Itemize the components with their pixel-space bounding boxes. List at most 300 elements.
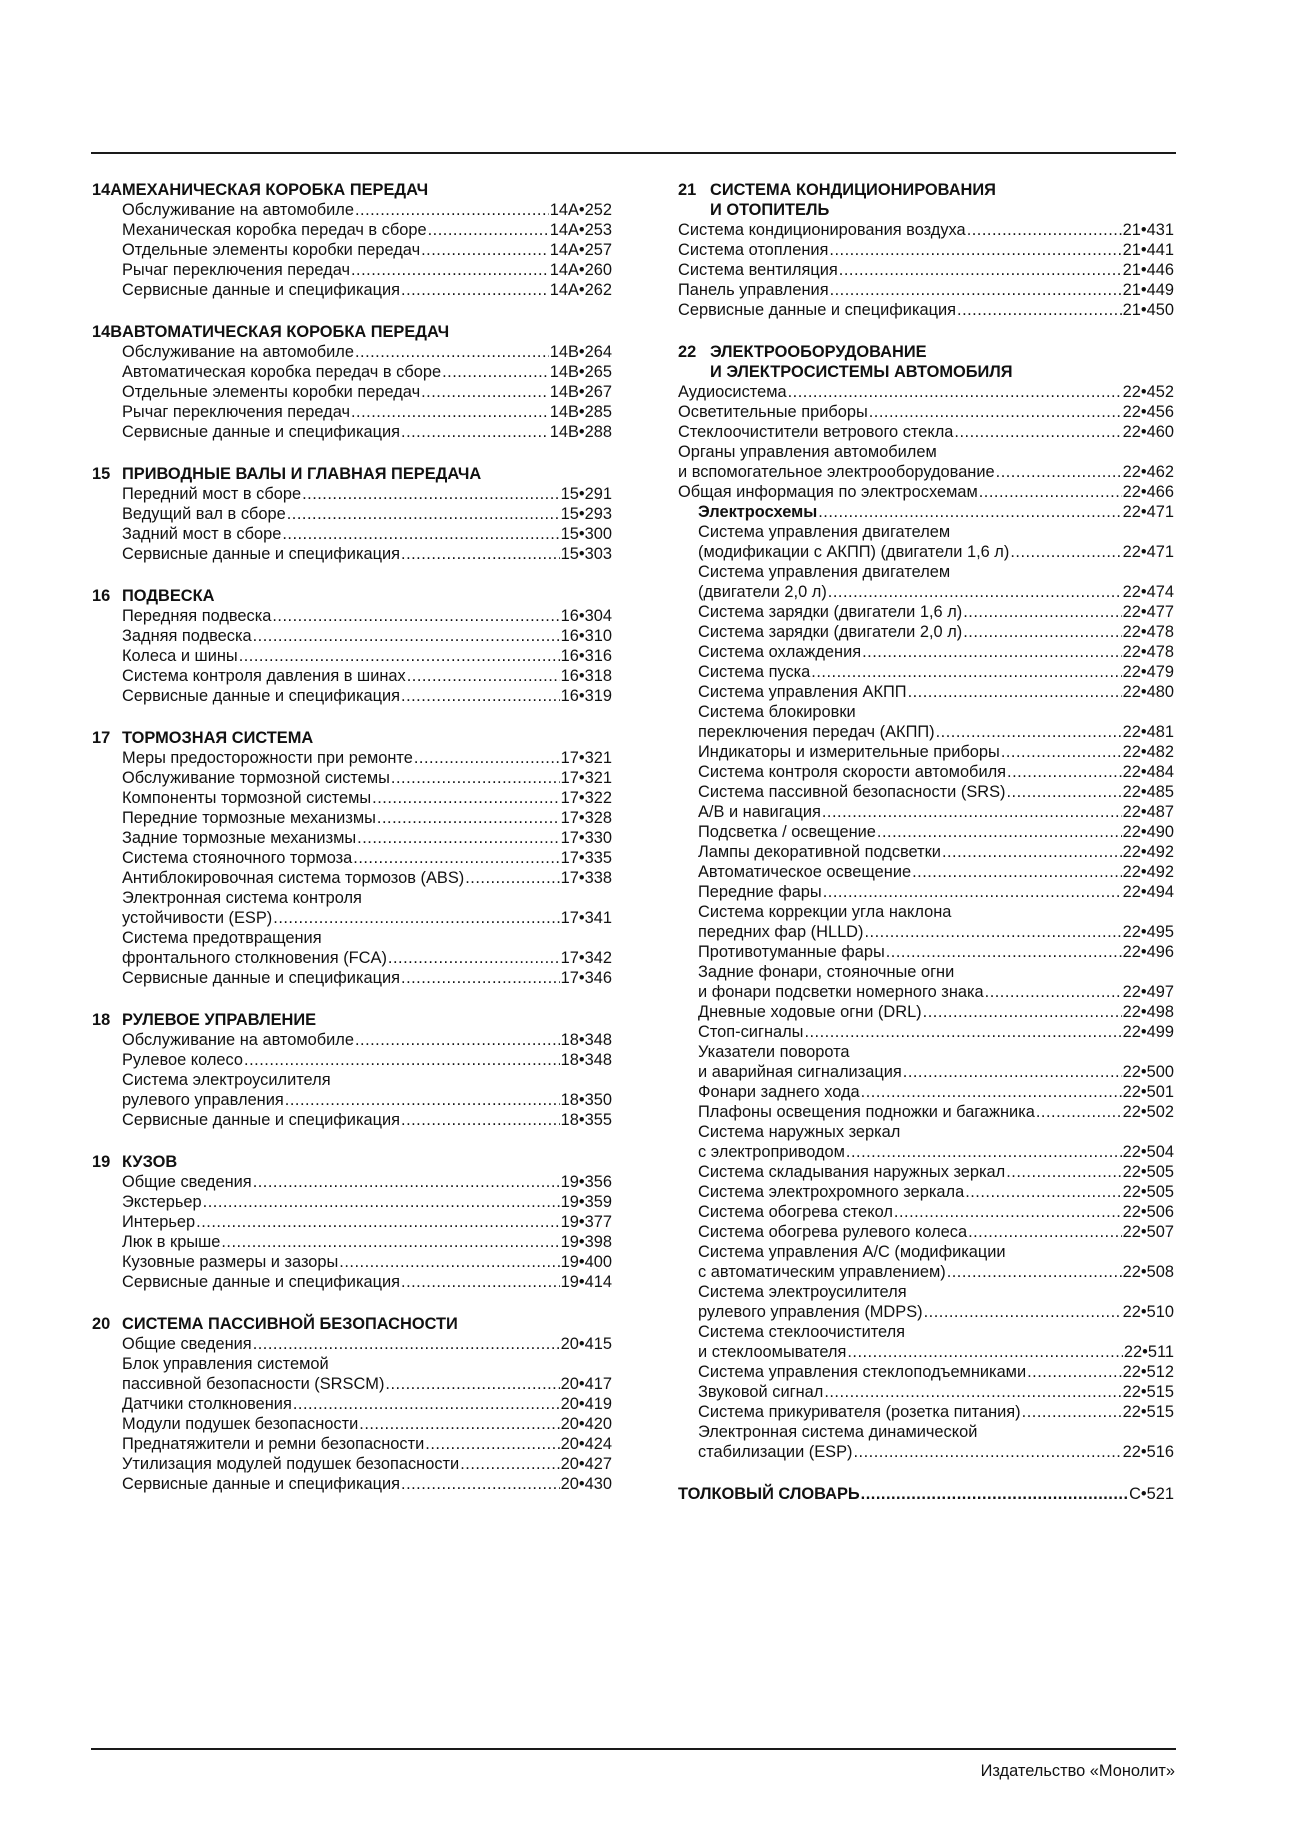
toc-entry-page: 22•501: [1122, 1083, 1174, 1101]
leader-dots: [244, 1050, 560, 1070]
section-title-lines: [122, 586, 214, 606]
section-title-line: МЕХАНИЧЕСКАЯ КОРОБКА ПЕРЕДАЧ: [122, 181, 429, 199]
toc-entry-title: и вспомогательное электрооборудование: [678, 463, 995, 481]
toc-entry-title: Утилизация модулей подушек безопасности: [122, 1455, 460, 1473]
section-entries: [678, 382, 1174, 1462]
toc-entry-page: 22•510: [1122, 1303, 1174, 1321]
toc-entry-page: 18•355: [560, 1111, 612, 1129]
toc-entry-page: 17•322: [560, 789, 612, 807]
toc-entry[interactable]: [122, 1192, 612, 1212]
toc-entry-line: Электронная система контроля: [122, 889, 362, 907]
leader-dots: [302, 484, 560, 504]
section-number: 19: [92, 1153, 111, 1171]
toc-entry-title: Система прикуривателя (розетка питания): [698, 1403, 1021, 1421]
leader-dots: [385, 1374, 559, 1394]
toc-entry-page: 21•431: [1122, 221, 1174, 239]
toc-entry[interactable]: [122, 646, 612, 666]
toc-entry[interactable]: [678, 1162, 1174, 1182]
section-entries: [92, 748, 612, 988]
toc-entry-title: передних фар (HLLD): [698, 923, 864, 941]
toc-entry[interactable]: [678, 1182, 1174, 1202]
toc-entry[interactable]: [678, 982, 1174, 1002]
toc-entry-title: Система складывания наружных зеркал: [698, 1163, 1006, 1181]
toc-entry-line: Система управления двигателем: [698, 523, 951, 541]
toc-entry-page: 22•471: [1122, 543, 1174, 561]
toc-entry-title: Обслуживание тормозной системы: [122, 769, 390, 787]
leader-dots: [908, 682, 1122, 702]
leader-dots: [963, 602, 1121, 622]
toc-entry-page: 14A•253: [549, 221, 612, 239]
toc-entry-page: 19•398: [560, 1233, 612, 1251]
toc-entry-title: Сервисные данные и спецификация: [678, 301, 957, 319]
toc-entry-page: 21•450: [1122, 301, 1174, 319]
toc-entry-page: 22•516: [1122, 1443, 1174, 1461]
glossary-title: ТОЛКОВЫЙ СЛОВАРЬ: [678, 1485, 860, 1503]
toc-entry[interactable]: [122, 240, 612, 260]
toc-entry[interactable]: [678, 1062, 1174, 1082]
section-title-line: КУЗОВ: [122, 1153, 178, 1171]
toc-entry-title: Отдельные элементы коробки передач: [122, 241, 421, 259]
toc-entry-page: 18•348: [560, 1051, 612, 1069]
toc-entry[interactable]: [122, 260, 612, 280]
leader-dots: [861, 1484, 1128, 1504]
toc-entry-title: Общие сведения: [122, 1173, 252, 1191]
toc-entry[interactable]: [122, 1474, 612, 1494]
toc-entry[interactable]: [122, 382, 612, 402]
toc-entry-title: и стеклоомывателя: [698, 1343, 847, 1361]
toc-entry-title: и фонари подсветки номерного знака: [698, 983, 984, 1001]
toc-entry-line: Блок управления системой: [122, 1355, 329, 1373]
toc-entry[interactable]: [122, 422, 612, 442]
toc-entry-title: с электроприводом: [698, 1143, 845, 1161]
toc-entry[interactable]: [678, 1082, 1174, 1102]
toc-entry-line: Система управления двигателем: [698, 563, 951, 581]
toc-entry[interactable]: [678, 842, 1174, 862]
toc-entry-page: 22•478: [1122, 643, 1174, 661]
toc-entry-page: 22•490: [1122, 823, 1174, 841]
toc-entry-title: Сервисные данные и спецификация: [122, 1273, 401, 1291]
toc-entry[interactable]: [678, 1362, 1174, 1382]
toc-entry-page: 15•291: [560, 485, 612, 503]
leader-dots: [273, 908, 559, 928]
toc-entry-title: Отдельные элементы коробки передач: [122, 383, 421, 401]
toc-entry-title: Система контроля скорости автомобиля: [698, 763, 1007, 781]
section-number: 17: [92, 729, 111, 747]
toc-entry[interactable]: [122, 504, 612, 524]
section-title: [92, 1152, 612, 1172]
toc-entry[interactable]: [122, 828, 612, 848]
leader-dots: [203, 1192, 560, 1212]
toc-entry[interactable]: [678, 782, 1174, 802]
toc-entry-title: Общая информация по электросхемам: [678, 483, 978, 501]
toc-right-column: [678, 180, 1174, 1504]
leader-dots: [1006, 1162, 1121, 1182]
toc-entry-title: Интерьер: [122, 1213, 196, 1231]
toc-entry-page: 14B•285: [549, 403, 612, 421]
toc-entry[interactable]: [678, 1342, 1174, 1362]
toc-entry-page: 14B•288: [549, 423, 612, 441]
toc-entry-title: Обслуживание на автомобиле: [122, 201, 354, 219]
toc-entry-title: Передний мост в сборе: [122, 485, 302, 503]
toc-entry[interactable]: [678, 1402, 1174, 1422]
toc-entry[interactable]: [678, 462, 1174, 482]
section-entries: [92, 200, 612, 300]
toc-entry[interactable]: [122, 220, 612, 240]
toc-entry[interactable]: [122, 1414, 612, 1434]
toc-entry-page: 21•449: [1122, 281, 1174, 299]
toc-entry-title: фронтального столкновения (FCA): [122, 949, 387, 967]
toc-entry-page: 22•497: [1122, 983, 1174, 1001]
toc-entry[interactable]: [122, 1272, 612, 1292]
toc-entry[interactable]: [122, 788, 612, 808]
toc-entry-title: (модификации с АКПП) (двигатели 1,6 л): [698, 543, 1010, 561]
leader-dots: [287, 504, 560, 524]
toc-entry-page: 22•485: [1122, 783, 1174, 801]
section-entries: [92, 606, 612, 706]
toc-entry[interactable]: [678, 260, 1174, 280]
toc-entry-title: Стеклоочистители ветрового стекла: [678, 423, 954, 441]
leader-dots: [355, 200, 549, 220]
toc-entry[interactable]: [122, 686, 612, 706]
toc-entry-title: Задний мост в сборе: [122, 525, 282, 543]
toc-entry-title: Система контроля давления в шинах: [122, 667, 406, 685]
toc-entry-page: 17•321: [560, 769, 612, 787]
toc-entry-title: Антиблокировочная система тормозов (ABS): [122, 869, 465, 887]
toc-entry-page: 22•487: [1122, 803, 1174, 821]
toc-entry-line: Система коррекции угла наклона: [698, 903, 952, 921]
section-number: 20: [92, 1315, 111, 1333]
leader-dots: [391, 768, 560, 788]
toc-entry[interactable]: [122, 1232, 612, 1252]
leader-dots: [357, 828, 560, 848]
leader-dots: [822, 802, 1122, 822]
toc-entry-title: Противотуманные фары: [698, 943, 885, 961]
leader-dots: [979, 482, 1122, 502]
leader-dots: [811, 662, 1121, 682]
toc-entry-title: Датчики столкновения: [122, 1395, 292, 1413]
leader-dots: [936, 722, 1122, 742]
toc-entry[interactable]: [122, 606, 612, 626]
toc-entry[interactable]: [122, 1050, 612, 1070]
toc-entry-title: Сервисные данные и спецификация: [122, 969, 401, 987]
toc-entry[interactable]: [678, 822, 1174, 842]
toc-entry[interactable]: [678, 1382, 1174, 1402]
toc-entry-title: Обслуживание на автомобиле: [122, 343, 354, 361]
leader-dots: [965, 1182, 1121, 1202]
toc-entry-page: 21•446: [1122, 261, 1174, 279]
toc-entry[interactable]: [122, 280, 612, 300]
toc-entry[interactable]: [122, 342, 612, 362]
toc-entry-page: 22•460: [1122, 423, 1174, 441]
toc-entry[interactable]: [122, 1394, 612, 1414]
toc-entry-title: пассивной безопасности (SRSCM): [122, 1375, 385, 1393]
toc-entry-title: Система вентиляция: [678, 261, 838, 279]
leader-dots: [903, 1062, 1122, 1082]
toc-entry-page: 22•477: [1122, 603, 1174, 621]
toc-entry[interactable]: [122, 1434, 612, 1454]
toc-entry-page: 22•515: [1122, 1403, 1174, 1421]
toc-entry[interactable]: [678, 1002, 1174, 1022]
section-title: [678, 342, 1174, 382]
leader-dots: [428, 220, 549, 240]
toc-entry-page: 22•505: [1122, 1183, 1174, 1201]
toc-entry-page: 19•359: [560, 1193, 612, 1211]
toc-entry[interactable]: [122, 524, 612, 544]
toc-entry-page: 20•417: [560, 1375, 612, 1393]
toc-entry[interactable]: [678, 922, 1174, 942]
toc-entry[interactable]: [122, 968, 612, 988]
section-number: 15: [92, 465, 111, 483]
toc-entry-page: 20•430: [560, 1475, 612, 1493]
section-title-line: ТОРМОЗНАЯ СИСТЕМА: [122, 729, 314, 747]
toc-entry-title: Передние тормозные механизмы: [122, 809, 376, 827]
toc-entry-page: 19•356: [560, 1173, 612, 1191]
toc-entry-title: Передняя подвеска: [122, 607, 272, 625]
toc-entry-line: Органы управления автомобилем: [678, 443, 937, 461]
toc-entry[interactable]: [122, 808, 612, 828]
leader-dots: [954, 422, 1121, 442]
toc-entry-page: 16•316: [560, 647, 612, 665]
toc-entry[interactable]: [122, 1110, 612, 1130]
leader-dots: [829, 240, 1121, 260]
section-title: [92, 728, 612, 748]
toc-entry[interactable]: [122, 1090, 612, 1110]
toc-entry[interactable]: [122, 1172, 612, 1192]
leader-dots: [824, 1382, 1121, 1402]
bottom-rule: [91, 1748, 1176, 1750]
toc-entry[interactable]: [122, 1212, 612, 1232]
section-title-lines: [122, 728, 313, 748]
toc-entry-title: Рулевое колесо: [122, 1051, 244, 1069]
toc-entry-page: 19•414: [560, 1273, 612, 1291]
toc-entry[interactable]: [678, 862, 1174, 882]
toc-section: [92, 1152, 612, 1292]
leader-dots: [985, 982, 1122, 1002]
toc-entry-page: 22•471: [1122, 503, 1174, 521]
toc-entry[interactable]: [678, 682, 1174, 702]
toc-entry-title: (двигатели 2,0 л): [698, 583, 827, 601]
top-rule: [91, 152, 1176, 154]
toc-entry-title: Автоматическая коробка передач в сборе: [122, 363, 442, 381]
toc-entry-line: Система стеклоочистителя: [698, 1323, 906, 1341]
toc-entry[interactable]: [678, 582, 1174, 602]
section-title-line: И ЭЛЕКТРОСИСТЕМЫ АВТОМОБИЛЯ: [710, 363, 1013, 381]
toc-entry-title: Задние тормозные механизмы: [122, 829, 357, 847]
toc-entry-title: Рычаг переключения передач: [122, 403, 350, 421]
toc-entry[interactable]: [122, 666, 612, 686]
section-title-line: РУЛЕВОЕ УПРАВЛЕНИЕ: [122, 1011, 317, 1029]
leader-dots: [818, 502, 1121, 522]
toc-entry-page: 14A•252: [549, 201, 612, 219]
toc-entry-page: 20•415: [560, 1335, 612, 1353]
leader-dots: [401, 422, 549, 442]
toc-entry[interactable]: [678, 482, 1174, 502]
section-title: [92, 464, 612, 484]
leader-dots: [425, 1434, 559, 1454]
toc-entry[interactable]: [678, 1142, 1174, 1162]
leader-dots: [869, 402, 1122, 422]
toc-entry[interactable]: [678, 1222, 1174, 1242]
toc-entry[interactable]: [122, 948, 612, 968]
toc-entry-page: 22•452: [1122, 383, 1174, 401]
leader-dots: [196, 1212, 560, 1232]
toc-entry-title: Система управления АКПП: [698, 683, 907, 701]
toc-entry[interactable]: [678, 240, 1174, 260]
toc-entry[interactable]: [678, 1442, 1174, 1462]
toc-section: [678, 180, 1174, 320]
toc-entry[interactable]: [678, 382, 1174, 402]
leader-dots: [912, 862, 1122, 882]
toc-entry-line: Система наружных зеркал: [698, 1123, 901, 1141]
toc-entry[interactable]: [122, 1030, 612, 1050]
leader-dots: [339, 1252, 559, 1272]
toc-entry-page: 22•474: [1122, 583, 1174, 601]
leader-dots: [401, 544, 560, 564]
toc-entry-page: 16•310: [560, 627, 612, 645]
leader-dots: [1006, 782, 1121, 802]
leader-dots: [877, 822, 1122, 842]
leader-dots: [359, 1414, 559, 1434]
toc-section: [92, 1010, 612, 1130]
leader-dots: [1027, 1362, 1122, 1382]
leader-dots: [1010, 542, 1121, 562]
toc-entry[interactable]: [678, 1022, 1174, 1042]
toc-entry[interactable]: [122, 1334, 612, 1354]
leader-dots: [272, 606, 559, 626]
leader-dots: [968, 1222, 1122, 1242]
toc-entry[interactable]: [122, 362, 612, 382]
toc-entry-title: рулевого управления: [122, 1091, 284, 1109]
leader-dots: [886, 942, 1122, 962]
section-title-lines: [122, 1010, 316, 1030]
toc-entry-page: 22•505: [1122, 1163, 1174, 1181]
toc-entry-page: 17•341: [560, 909, 612, 927]
toc-entry-page: 17•338: [560, 869, 612, 887]
toc-entry-page: 17•328: [560, 809, 612, 827]
publisher-footer: Издательство «Монолит»: [980, 1762, 1175, 1780]
leader-dots: [847, 1342, 1123, 1362]
toc-entry[interactable]: [678, 742, 1174, 762]
glossary-entry[interactable]: [678, 1484, 1174, 1504]
toc-entry-page: 22•462: [1122, 463, 1174, 481]
toc-entry-page: 22•492: [1122, 863, 1174, 881]
toc-entry-page: 16•318: [560, 667, 612, 685]
toc-entry[interactable]: [678, 502, 1174, 522]
toc-entry[interactable]: [122, 484, 612, 504]
toc-entry-title: Передние фары: [698, 883, 822, 901]
toc-entry[interactable]: [122, 1252, 612, 1272]
toc-entry[interactable]: [678, 422, 1174, 442]
toc-entry[interactable]: [122, 200, 612, 220]
toc-entry-line: Система электроусилителя: [698, 1283, 907, 1301]
toc-entry[interactable]: [122, 748, 612, 768]
toc-entry-title: Сервисные данные и спецификация: [122, 1111, 401, 1129]
toc-entry[interactable]: [678, 300, 1174, 320]
toc-entry[interactable]: [678, 402, 1174, 422]
section-title-lines: [710, 342, 1013, 382]
toc-entry[interactable]: [678, 642, 1174, 662]
toc-entry[interactable]: [122, 768, 612, 788]
toc-entry-title: Экстерьер: [122, 1193, 202, 1211]
leader-dots: [942, 842, 1122, 862]
leader-dots: [355, 1030, 560, 1050]
section-title-line: ЭЛЕКТРООБОРУДОВАНИЕ: [710, 343, 927, 361]
toc-entry[interactable]: [678, 942, 1174, 962]
toc-entry-title: Люк в крыше: [122, 1233, 221, 1251]
section-number: 21: [678, 181, 697, 199]
toc-entry-title: Система пуска: [698, 663, 811, 681]
toc-entry[interactable]: [678, 722, 1174, 742]
toc-entry-page: 22•456: [1122, 403, 1174, 421]
toc-entry-title: устойчивости (ESP): [122, 909, 273, 927]
toc-entry[interactable]: [678, 882, 1174, 902]
toc-entry[interactable]: [122, 1454, 612, 1474]
toc-entry[interactable]: [122, 908, 612, 928]
leader-dots: [253, 1172, 560, 1192]
leader-dots: [788, 382, 1122, 402]
toc-entry[interactable]: [678, 602, 1174, 622]
leader-dots: [947, 1262, 1122, 1282]
toc-entry-line: Указатели поворота: [698, 1043, 850, 1061]
toc-entry[interactable]: [678, 622, 1174, 642]
toc-entry-line: Электронная система динамической: [698, 1423, 978, 1441]
toc-entry[interactable]: [678, 1102, 1174, 1122]
toc-entry[interactable]: [678, 280, 1174, 300]
toc-entry-title: Сервисные данные и спецификация: [122, 687, 401, 705]
toc-entry[interactable]: [678, 220, 1174, 240]
leader-dots: [846, 1142, 1122, 1162]
section-title-lines: [122, 1152, 177, 1172]
leader-dots: [861, 1082, 1122, 1102]
glossary-page: С•521: [1129, 1485, 1174, 1503]
leader-dots: [282, 524, 559, 544]
leader-dots: [253, 1334, 560, 1354]
toc-entry-page: 17•335: [560, 849, 612, 867]
toc-entry[interactable]: [678, 662, 1174, 682]
toc-entry-page: 22•502: [1122, 1103, 1174, 1121]
toc-entry[interactable]: [678, 1302, 1174, 1322]
toc-entry[interactable]: [122, 1374, 612, 1394]
toc-entry-page: 14B•265: [549, 363, 612, 381]
toc-entry[interactable]: [678, 1262, 1174, 1282]
toc-entry[interactable]: [678, 1202, 1174, 1222]
toc-entry-title: Система охлаждения: [698, 643, 862, 661]
toc-entry-page: 17•342: [560, 949, 612, 967]
toc-entry-page: 22•492: [1122, 843, 1174, 861]
toc-entry[interactable]: [122, 402, 612, 422]
leader-dots: [401, 968, 560, 988]
leader-dots: [1007, 762, 1122, 782]
toc-entry-title: Сервисные данные и спецификация: [122, 281, 401, 299]
toc-entry[interactable]: [122, 544, 612, 564]
toc-entry-page: 22•478: [1122, 623, 1174, 641]
toc-entry-page: 22•480: [1122, 683, 1174, 701]
section-title: [678, 180, 1174, 220]
toc-entry[interactable]: [678, 802, 1174, 822]
toc-entry[interactable]: [122, 868, 612, 888]
toc-section: [92, 1314, 612, 1494]
toc-entry[interactable]: [122, 626, 612, 646]
toc-entry[interactable]: [678, 762, 1174, 782]
toc-entry-title: Осветительные приборы: [678, 403, 868, 421]
toc-entry-page: 21•441: [1122, 241, 1174, 259]
toc-entry-page: 17•330: [560, 829, 612, 847]
leader-dots: [239, 646, 560, 666]
section-number: 14A: [92, 181, 123, 199]
toc-entry[interactable]: [678, 542, 1174, 562]
toc-entry[interactable]: [122, 848, 612, 868]
leader-dots: [839, 260, 1122, 280]
